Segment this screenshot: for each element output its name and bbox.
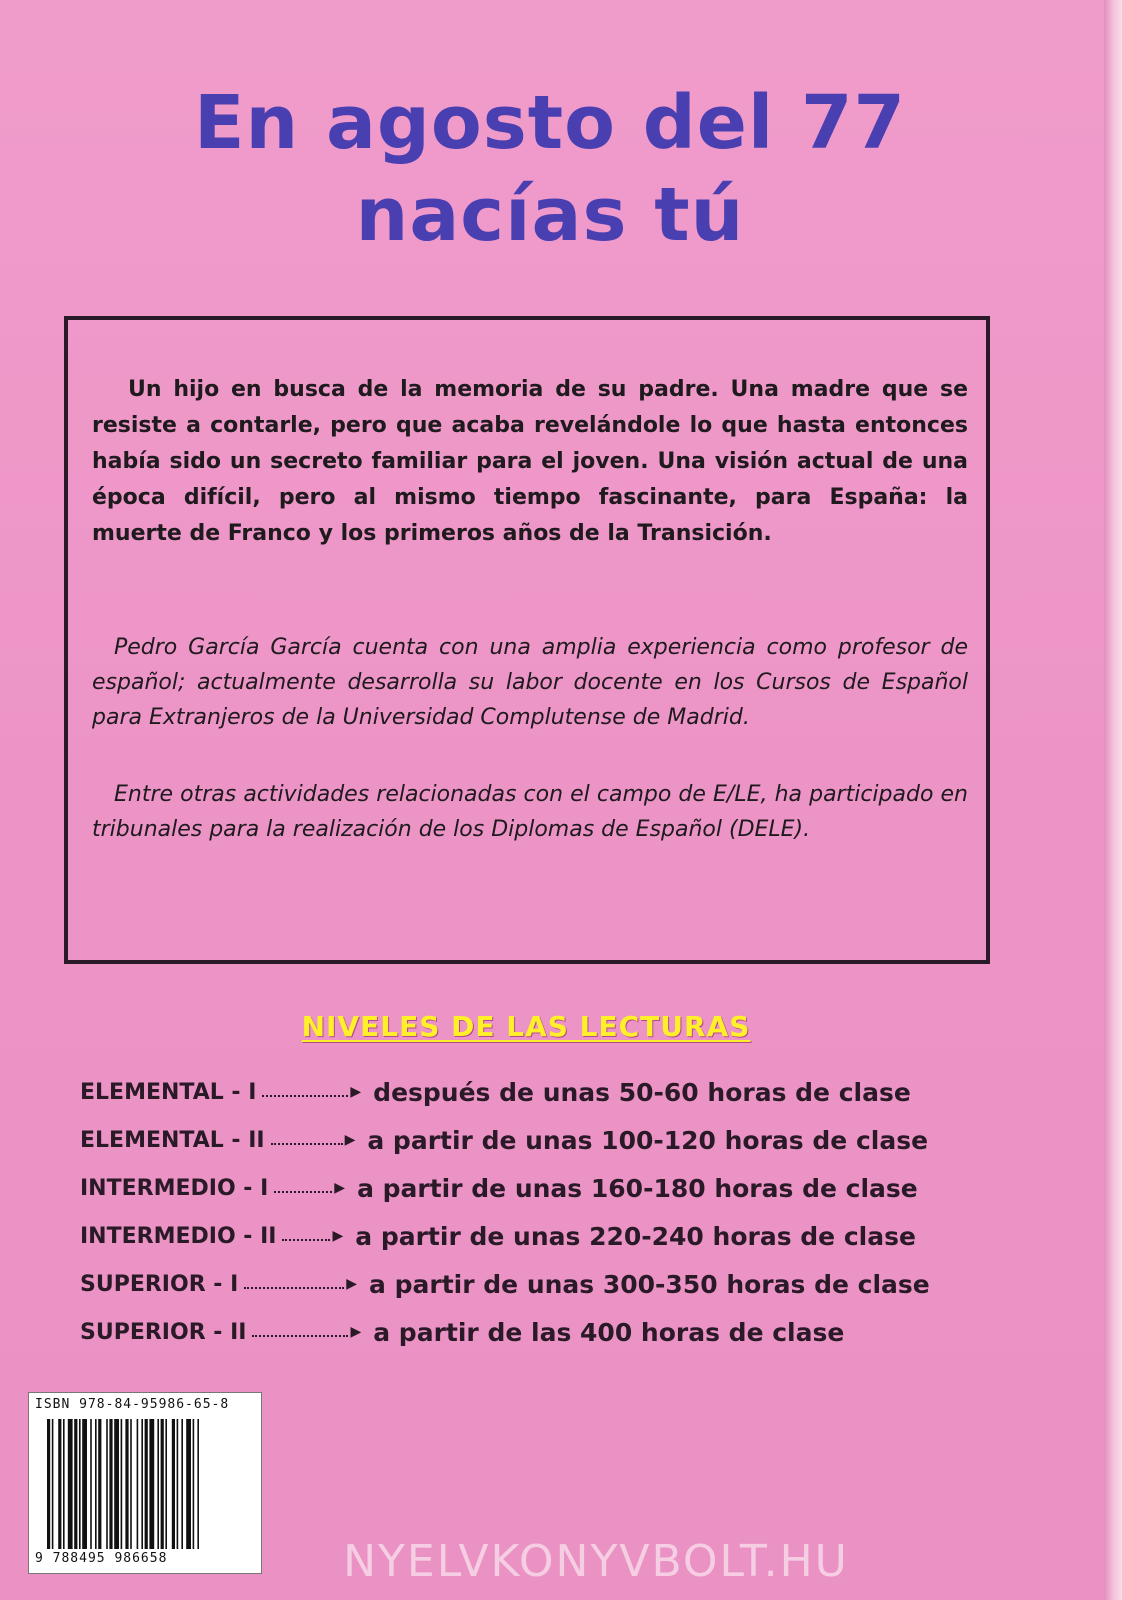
level-row: [80, 1212, 980, 1260]
level-name: INTERMEDIO - II: [80, 1223, 277, 1249]
barcode-bar: [193, 1419, 195, 1549]
level-row: [80, 1260, 980, 1308]
dotted-leader: [252, 1335, 348, 1337]
barcode-bar: [125, 1419, 128, 1549]
level-description: después de unas 50-60 horas de clase: [373, 1077, 911, 1107]
arrow-right-icon: ▶: [334, 1180, 346, 1196]
barcode-bar: [186, 1419, 191, 1549]
barcode-bar: [68, 1419, 73, 1549]
arrow-right-icon: ▶: [350, 1084, 362, 1100]
description-frame: [64, 316, 990, 964]
barcode-bar: [157, 1419, 159, 1549]
dotted-leader: [271, 1143, 343, 1145]
level-description: a partir de unas 100-120 horas de clase: [367, 1125, 929, 1155]
barcode-bar: [130, 1419, 132, 1549]
cover-edge: [1104, 0, 1122, 1600]
barcode-bar: [145, 1419, 148, 1549]
level-row: [80, 1308, 980, 1356]
barcode-bar: [137, 1419, 139, 1549]
synopsis-text: Un hijo en busca de la memoria de su padre. Una madre que se resiste a contarle, pero que acaba revelándole lo que hasta entonces había sido un secreto familiar para el joven. Una visión actual de una época difícil, pero al mismo tiempo fascinante, para España: la muerte de Franco y los primeros años de la Transición.: [92, 377, 968, 546]
level-row: [80, 1116, 980, 1164]
levels-list: [80, 1068, 980, 1356]
barcode-bar: [79, 1419, 81, 1549]
barcode-bar: [177, 1419, 179, 1549]
level-name: ELEMENTAL - I: [80, 1079, 257, 1105]
author-bio-paragraph-1: Pedro García García cuenta con una amplia experiencia como profesor de español; actualmente desarrolla su labor docente en los Cursos de Español para Extranjeros de la Universidad Complutense de Madrid.: [92, 635, 968, 730]
barcode-bar: [161, 1419, 164, 1549]
barcode-bars: [47, 1419, 243, 1549]
barcode-bar: [95, 1419, 97, 1549]
barcode-bar: [197, 1419, 199, 1549]
barcode-bar: [121, 1419, 123, 1549]
book-title-line-1: En agosto del 77: [193, 80, 907, 166]
dotted-leader: [262, 1095, 348, 1097]
book-title-line-2: nacías tú: [355, 172, 745, 258]
barcode-bar: [114, 1419, 119, 1549]
barcode-bar: [106, 1419, 108, 1549]
ean-digits: 9 788495 986658: [35, 1551, 168, 1566]
barcode-bar: [172, 1419, 175, 1549]
level-description: a partir de unas 160-180 horas de clase: [357, 1173, 918, 1203]
arrow-right-icon: ▶: [350, 1324, 362, 1340]
barcode-bar: [63, 1419, 65, 1549]
level-row: [80, 1164, 980, 1212]
barcode-bar: [47, 1419, 50, 1549]
level-name: ELEMENTAL - II: [80, 1127, 265, 1153]
level-row: [80, 1068, 980, 1116]
level-name: SUPERIOR - I: [80, 1271, 239, 1297]
barcode-bar: [109, 1419, 112, 1549]
barcode-bar: [90, 1419, 92, 1549]
isbn-label: ISBN 978-84-95986-65-8: [35, 1397, 230, 1412]
author-bio-paragraph-2: Entre otras actividades relacionadas con el campo de E/LE, ha participado en tribunales para la realización de los Diplomas de Español (DELE).: [92, 782, 968, 842]
barcode-bar: [149, 1419, 154, 1549]
barcode-bar: [165, 1419, 167, 1549]
levels-heading: NIVELES DE LAS LECTURAS: [301, 1010, 751, 1043]
level-name: INTERMEDIO - I: [80, 1175, 269, 1201]
watermark: NYELVKONYVBOLT.HU: [343, 1536, 849, 1587]
dotted-leader: [244, 1287, 344, 1289]
isbn-barcode: [28, 1392, 262, 1574]
arrow-right-icon: ▶: [346, 1276, 358, 1292]
barcode-bar: [181, 1419, 183, 1549]
dotted-leader: [282, 1239, 330, 1241]
barcode-bar: [58, 1419, 61, 1549]
barcode-bar: [82, 1419, 87, 1549]
level-name: SUPERIOR - II: [80, 1319, 247, 1345]
dotted-leader: [274, 1191, 332, 1193]
level-description: a partir de las 400 horas de clase: [373, 1317, 845, 1347]
arrow-right-icon: ▶: [344, 1132, 356, 1148]
arrow-right-icon: ▶: [332, 1228, 344, 1244]
barcode-bar: [52, 1419, 54, 1549]
barcode-bar: [98, 1419, 101, 1549]
barcode-bar: [141, 1419, 143, 1549]
level-description: a partir de unas 300-350 horas de clase: [369, 1269, 930, 1299]
level-description: a partir de unas 220-240 horas de clase: [355, 1221, 916, 1251]
barcode-bar: [74, 1419, 77, 1549]
